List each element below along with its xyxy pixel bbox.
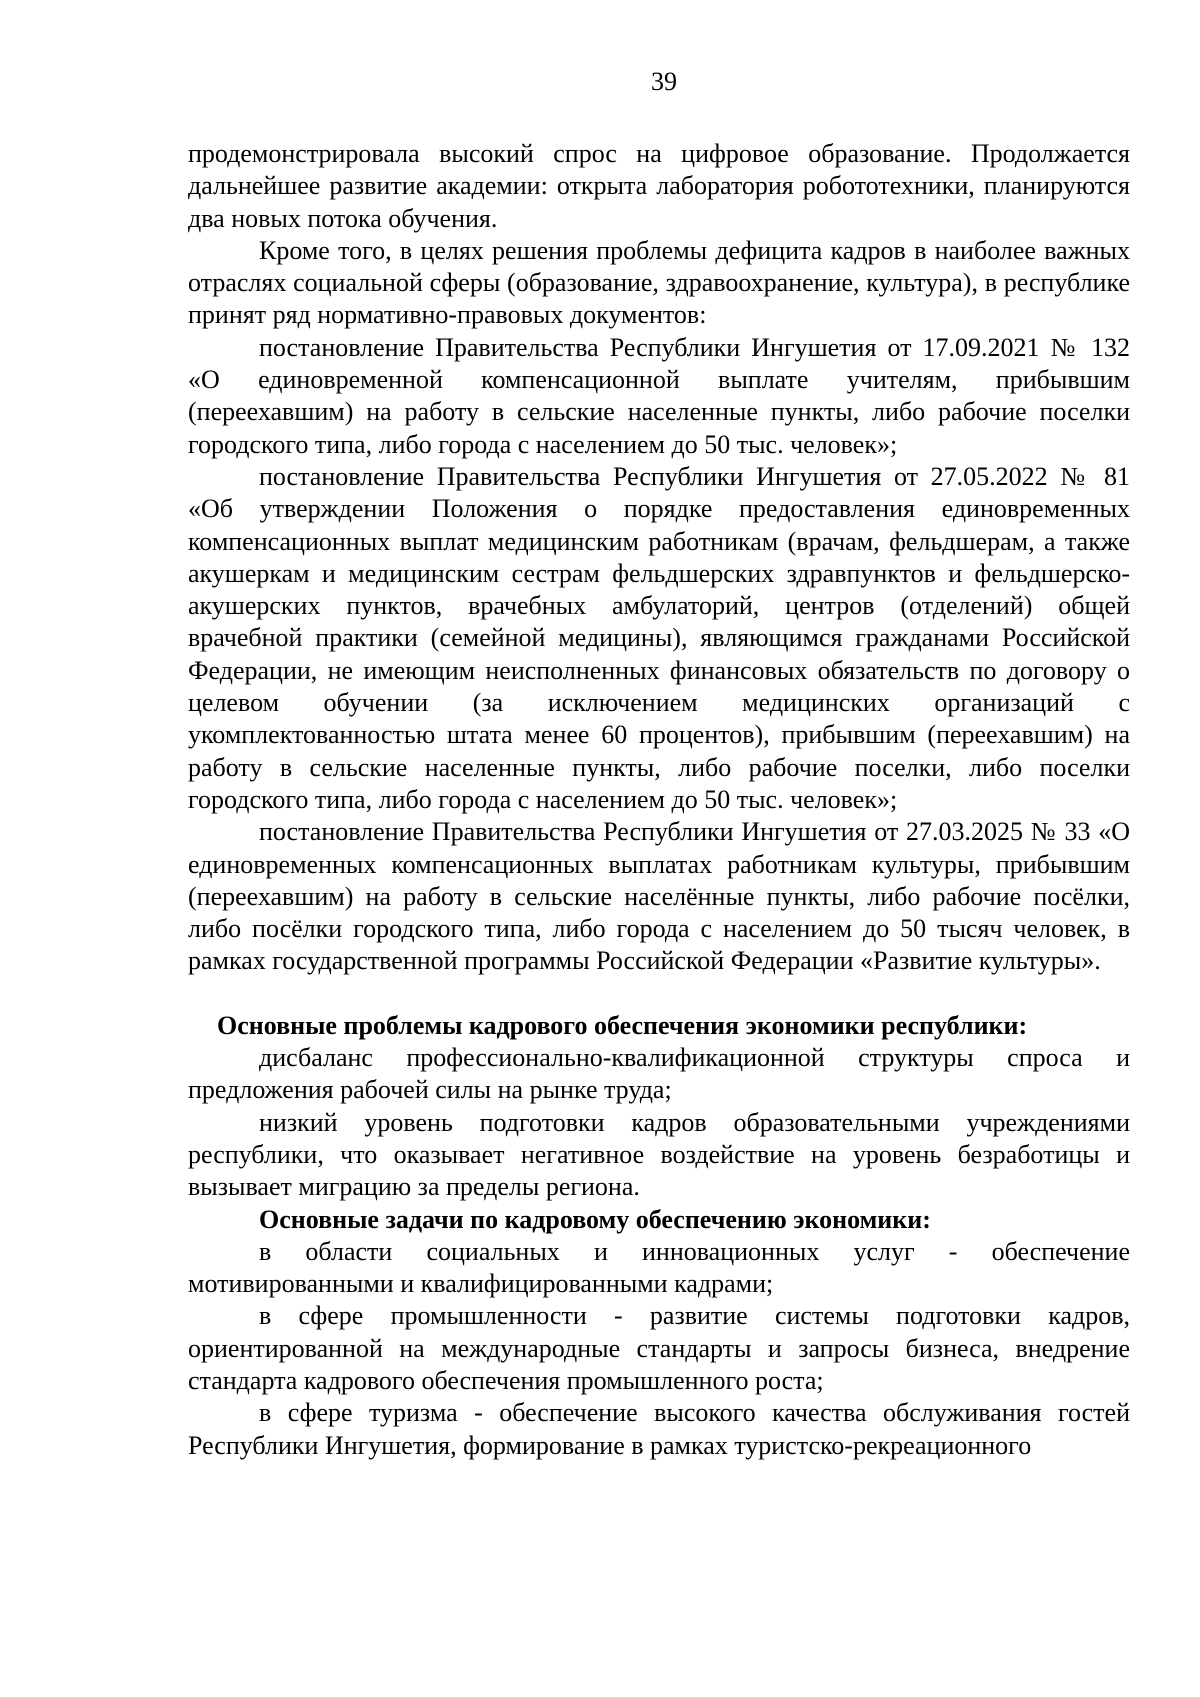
paragraph-intro-documents: Кроме того, в целях решения проблемы дефицита кадров в наиболее важных отраслях социальной сферы (образование, здравоохранение, культура), в республике принят ряд нормативно-правовых документов: — [188, 235, 1130, 330]
document-page — [188, 66, 1130, 1462]
paragraph-task-industry: в сфере промышленности - развитие системы подготовки кадров, ориентированной на международные стандарты и запросы бизнеса, внедрение стандарта кадрового обеспечения промышленного роста; — [188, 1301, 1130, 1395]
page-number: 39 — [651, 67, 677, 96]
paragraph-task-social: в области социальных и инновационных услуг - обеспечение мотивированными и квалифицированными кадрами; — [188, 1236, 1130, 1299]
paragraph-task-tourism: в сфере туризма - обеспечение высокого качества обслуживания гостей Республики Ингушетия, формирование в рамках туристско-рекреационного — [188, 1398, 1130, 1460]
paragraph-resolution-81: постановление Правительства Республики Ингушетия от 27.05.2022 № 81 «Об утверждении Положения о порядке предоставления единовременных компенсационных выплат медицинским работникам (врачам, фельдшерам, а также акушеркам и медицинским сестрам фельдшерских здравпунктов и фельдшерско-акушерских пунктов, врачебных амбулаторий, центров (отделений) общей врачебной практики (семейной медицины), являющимся гражданами Российской Федерации, не имеющим неисполненных финансовых обязательств по договору о целевом обучении (за исключением медицинских организаций с укомплектованностью штата менее 60 процентов), прибывшим (переехавшим) на работу в сельские населенные пункты, либо рабочие поселки, либо поселки городского типа, либо города с населением до 50 тыс. человек»; — [188, 461, 1130, 814]
paragraph-resolution-33: постановление Правительства Республики Ингушетия от 27.03.2025 № 33 «О единовременных компенсационных выплатах работникам культуры, прибывшим (переехавшим) на работу в сельские населённые пункты, либо рабочие посёлки, либо посёлки городского типа, либо города с населением до 50 тысяч человек, в рамках государственной программы Российской Федерации «Развитие культуры». — [188, 817, 1130, 976]
paragraph-problem-low-training: низкий уровень подготовки кадров образовательными учреждениями республики, что оказывает негативное воздействие на уровень безработицы и вызывает миграцию за пределы региона. — [188, 1107, 1130, 1202]
section-spacer — [188, 978, 1130, 1010]
paragraph-problem-imbalance: дисбаланс профессионально-квалификационной структуры спроса и предложения рабочей силы на рынке труда; — [188, 1043, 1130, 1105]
heading-main-tasks: Основные задачи по кадровому обеспечению экономики: — [259, 1204, 931, 1234]
heading-main-problems: Основные проблемы кадрового обеспечения экономики республики: — [217, 1010, 1028, 1040]
paragraph-resolution-132: постановление Правительства Республики Ингушетия от 17.09.2021 № 132 «О единовременной компенсационной выплате учителям, прибывшим (переехавшим) на работу в сельские населенные пункты, либо рабочие поселки городского типа, либо города с населением до 50 тыс. человек»; — [188, 332, 1130, 459]
paragraph-continuation: продемонстрировала высокий спрос на цифровое образование. Продолжается дальнейшее развитие академии: открыта лаборатория робототехники, планируются два новых потока обучения. — [188, 139, 1130, 233]
